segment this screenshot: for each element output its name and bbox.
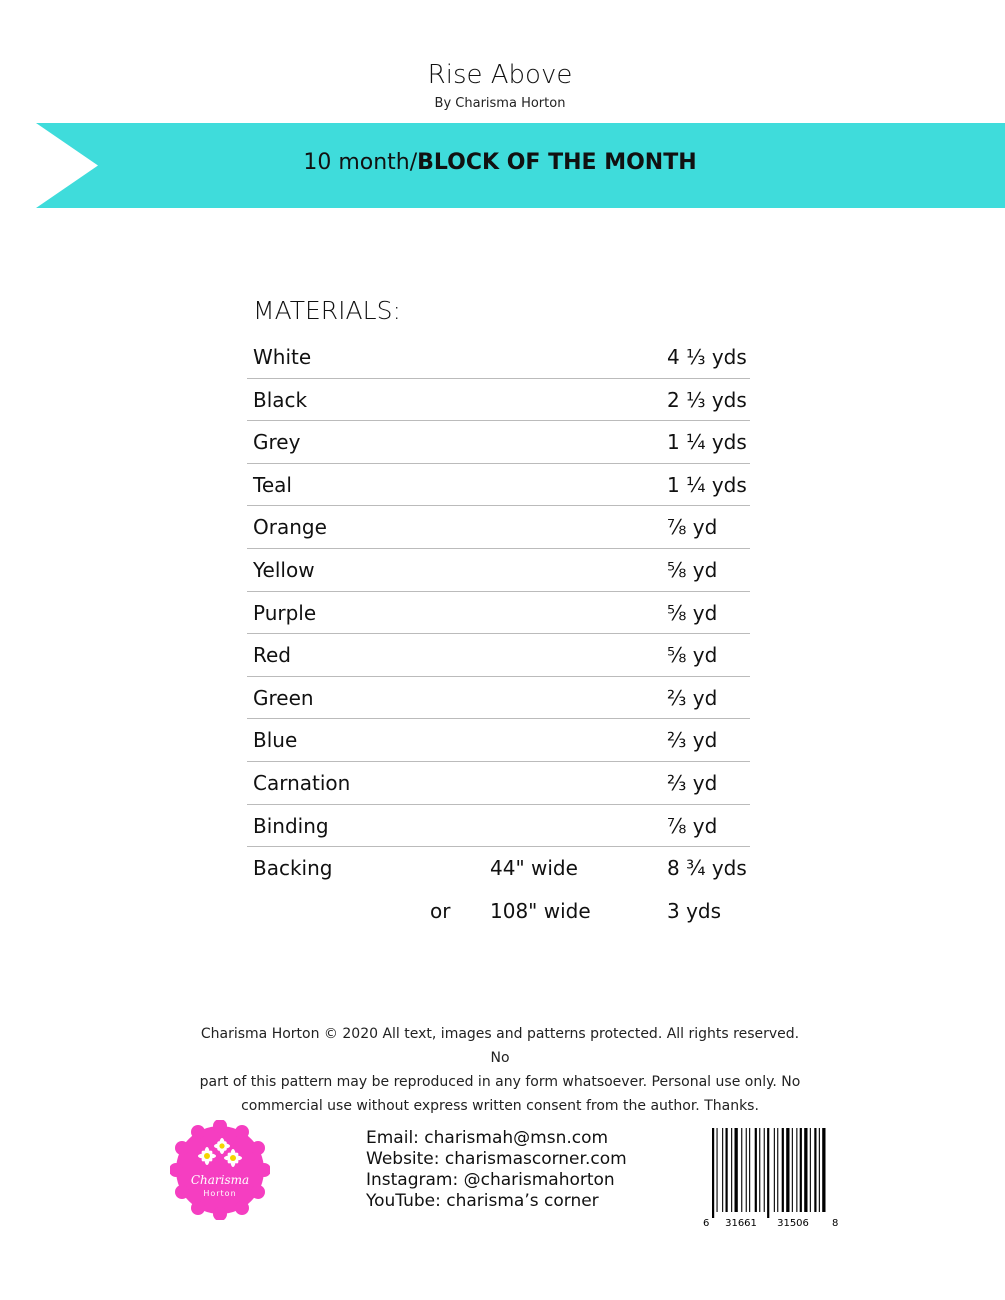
materials-heading: MATERIALS:	[253, 296, 401, 325]
material-row	[247, 506, 750, 549]
backing-width: 44" wide	[490, 856, 578, 881]
copyright-notice	[195, 1022, 805, 1118]
material-row	[247, 379, 750, 422]
backing-or-label: or	[430, 898, 451, 923]
copyright-line: commercial use without express written consent from the author. Thanks.	[241, 1098, 759, 1114]
material-row	[247, 592, 750, 635]
barcode-bars	[712, 1128, 826, 1218]
material-amount: 1 ¼ yds	[667, 472, 747, 497]
barcode-group2: 31506	[777, 1218, 809, 1229]
material-name: Purple	[253, 600, 317, 625]
material-amount: ⅝ yd	[667, 643, 718, 668]
backing-amount: 8 ¾ yds	[667, 856, 747, 881]
backing-alt-row	[247, 890, 750, 933]
material-row	[247, 464, 750, 507]
banner-bold: BLOCK OF THE MONTH	[417, 150, 697, 175]
logo-line1: Charisma	[190, 1173, 250, 1187]
banner-text	[0, 150, 1000, 175]
barcode-group1: 31661	[725, 1218, 757, 1229]
material-row	[247, 421, 750, 464]
backing-name: Backing	[253, 856, 333, 881]
material-row	[247, 336, 750, 379]
material-amount: ⅝ yd	[667, 557, 718, 582]
material-amount: ⅝ yd	[667, 600, 718, 625]
contact-email[interactable]: Email: charismah@msn.com	[366, 1128, 609, 1148]
material-name: White	[253, 345, 312, 369]
material-row	[247, 762, 750, 805]
charisma-horton-logo	[170, 1120, 270, 1220]
material-name: Blue	[253, 728, 298, 753]
material-amount: ⅞ yd	[667, 813, 718, 838]
material-amount: ⅔ yd	[667, 728, 718, 753]
material-name: Grey	[253, 430, 301, 455]
pattern-title: Rise Above	[427, 60, 573, 90]
material-name: Teal	[253, 472, 292, 497]
material-row	[247, 549, 750, 592]
material-amount: 2 ⅓ yds	[667, 387, 747, 412]
material-name: Carnation	[253, 770, 351, 795]
copyright-line: part of this pattern may be reproduced in any form whatsoever. Personal use only. No	[199, 1074, 801, 1090]
backing-row	[247, 847, 750, 890]
material-name: Black	[253, 387, 308, 412]
banner-prefix: 10 month/	[303, 150, 418, 175]
material-amount: ⅞ yd	[667, 515, 718, 540]
material-name: Red	[253, 643, 291, 668]
material-amount: 4 ⅓ yds	[667, 345, 747, 369]
contact-youtube[interactable]: YouTube: charisma’s corner	[366, 1191, 599, 1211]
material-amount: ⅔ yd	[667, 770, 718, 795]
material-name: Green	[253, 685, 314, 710]
copyright-line: Charisma Horton © 2020 All text, images and patterns protected. All rights reserved. No	[200, 1026, 800, 1066]
material-row	[247, 634, 750, 677]
barcode	[700, 1126, 840, 1230]
material-row	[247, 805, 750, 848]
material-name: Orange	[253, 515, 327, 540]
barcode-right-digit: 8	[832, 1218, 839, 1229]
contact-info	[366, 1128, 627, 1212]
material-amount: 1 ¼ yds	[667, 430, 747, 455]
contact-instagram[interactable]: Instagram: @charismahorton	[366, 1170, 615, 1190]
material-name: Binding	[253, 813, 329, 838]
barcode-left-digit: 6	[703, 1218, 710, 1229]
backing-alt-width: 108" wide	[490, 898, 591, 923]
material-row	[247, 677, 750, 720]
material-row	[247, 719, 750, 762]
logo-line2: Horton	[203, 1189, 237, 1198]
backing-alt-amount: 3 yds	[667, 898, 722, 923]
pattern-author: By Charisma Horton	[434, 96, 566, 111]
material-name: Yellow	[253, 557, 315, 582]
materials-table	[247, 336, 750, 932]
contact-website[interactable]: Website: charismascorner.com	[366, 1149, 627, 1169]
material-amount: ⅔ yd	[667, 685, 718, 710]
